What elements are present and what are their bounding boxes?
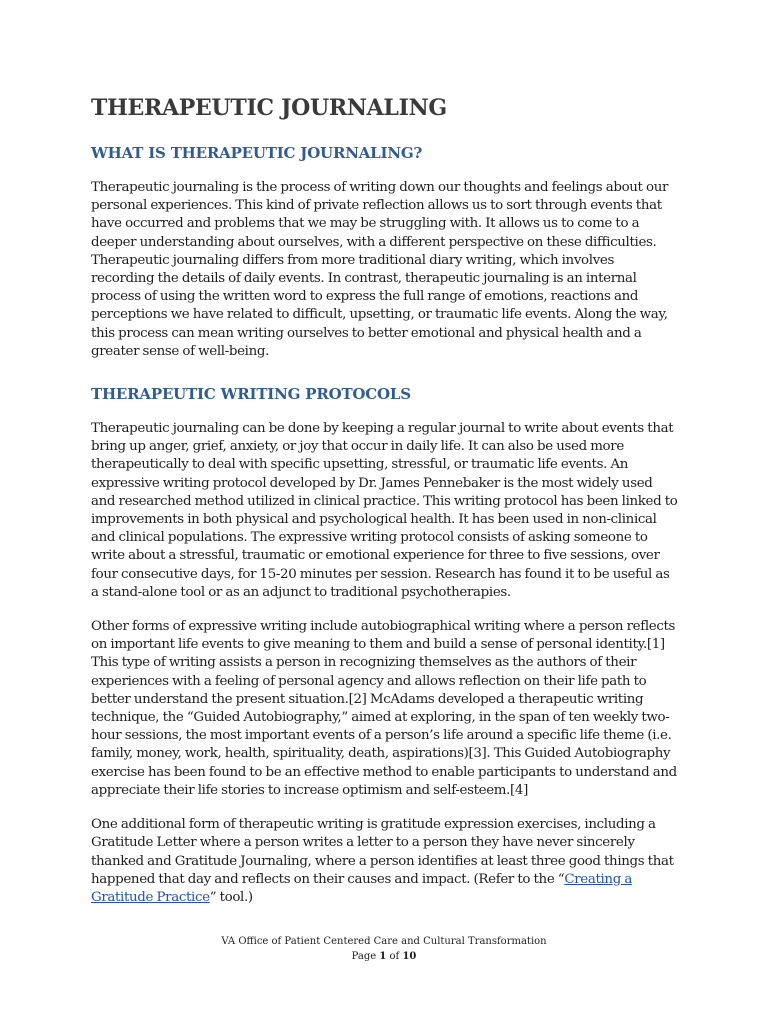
footer-organization: VA Office of Patient Centered Care and Cultural Transformation [221,936,547,947]
page-footer [0,934,768,964]
page-label: Page [351,951,377,962]
page-number [0,949,768,964]
document-title: THERAPEUTIC JOURNALING [91,95,447,121]
page-total: 10 [402,951,417,962]
document-page [91,92,679,923]
gratitude-text-before-link: One additional form of therapeutic writing is gratitude expression exercises, including a Gratitude Letter where a person writes a letter to a person they have never sincerely thanked and Gratitude Journaling, where a person identifies at least three good things that happened that day and reflects on their causes and impact. (Refer to the “ [91,817,674,887]
paragraph-autobiographical: Other forms of expressive writing include autobiographical writing where a person reflects on important life events to give meaning to them and build a sense of personal identity.[1] This type of writing assists a person in recognizing themselves as the authors of their experiences with a feeling of personal agency and allows reflection on their life path to better understand the present situation.[2] McAdams developed a therapeutic writing technique, the “Guided Autobiography,” aimed at exploring, in the span of ten weekly two-hour sessions, the most important events of a person’s life around a specific life theme (i.e. family, money, work, health, spirituality, death, aspirations)[3]. This Guided Autobiography exercise has been found to be an effective method to enable participants to understand and appreciate their life stories to increase optimism and self-esteem.[4] [91,619,677,798]
paragraph-definition: Therapeutic journaling is the process of writing down our thoughts and feelings about our personal experiences. This kind of private reflection allows us to sort through events that have occurred and problems that we may be struggling with. It allows us to come to a deeper understanding about ourselves, with a different perspective on these difficulties. Therapeutic journaling differs from more traditional diary writing, which involves recording the details of daily events. In contrast, therapeutic journaling is an internal process of using the written word to express the full range of emotions, reactions and perceptions we have related to difficult, upsetting, or traumatic life events. Along the way, this process can mean writing ourselves to better emotional and physical health and a greater sense of well-being. [91,180,669,359]
section-heading-protocols: THERAPEUTIC WRITING PROTOCOLS [91,385,411,404]
paragraph-gratitude [91,816,679,907]
page-current: 1 [379,951,387,962]
gratitude-text-after-link: ” tool.) [209,889,253,905]
page-of: of [389,951,400,962]
section-heading-what-is: WHAT IS THERAPEUTIC JOURNALING? [91,144,423,162]
creating-gratitude-practice-link[interactable]: Creating a Gratitude Practice [91,871,632,905]
paragraph-protocols: Therapeutic journaling can be done by keeping a regular journal to write about events that bring up anger, grief, anxiety, or joy that occur in daily life. It can also be used more therapeutically to deal with specific upsetting, stressful, or traumatic life events. An expressive writing protocol developed by Dr. James Pennebaker is the most widely used and researched method utilized in clinical practice. This writing protocol has been linked to improvements in both physical and psychological health. It has been used in non-clinical and clinical populations. The expressive writing protocol consists of asking someone to write about a stressful, traumatic or emotional experience for three to five sessions, over four consecutive days, for 15-20 minutes per session. Research has found it to be useful as a stand-alone tool or as an adjunct to traditional psychotherapies. [91,421,678,600]
